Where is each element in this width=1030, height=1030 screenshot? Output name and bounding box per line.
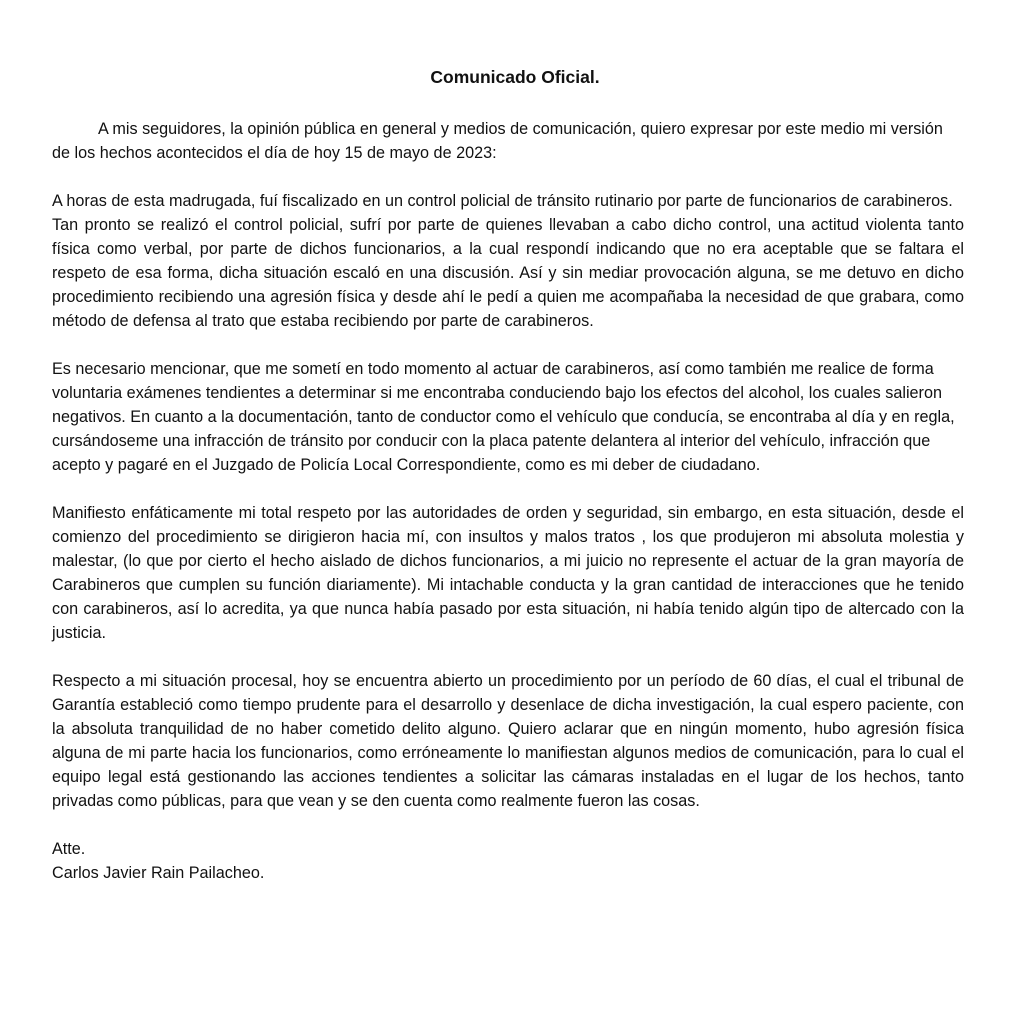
- respect-paragraph: Manifiesto enfáticamente mi total respeto por las autoridades de orden y seguridad, sin embargo, en esta situación, desde el comienzo del procedimiento se dirigieron hacia mí, con insultos y malos tratos , los que produjeron mi absoluta molestia y malestar, (lo que por cierto el hecho aislado de dichos funcionarios, a mi juicio no represente el actuar de la gran mayoría de Carabineros que cumplen su función diariamente). Mi intachable conducta y la gran cantidad de interacciones que he tenido con carabineros, así lo acredita, ya que nunca había pasado por esta situación, ni había tenido algún tipo de altercado con la justicia.: [52, 504, 964, 642]
- document-body: [52, 117, 964, 885]
- closing-block: [52, 837, 964, 885]
- compliance-paragraph: Es necesario mencionar, que me sometí en todo momento al actuar de carabineros, así como también me realice de forma voluntaria exámenes tendientes a determinar si me encontraba conduciendo bajo los efectos del alcohol, los cuales salieron negativos. En cuanto a la documentación, tanto de conductor como el vehículo que conducía, se encontraba al día y en regla, cursándoseme una infracción de tránsito por conducir con la placa patente delantera al interior del vehículo, infracción que acepto y pagaré en el Juzgado de Policía Local Correspondiente, como es mi deber de ciudadano.: [52, 360, 955, 474]
- closing-line: Atte.: [52, 840, 86, 858]
- document-title: Comunicado Oficial.: [430, 67, 600, 87]
- signature-name: Carlos Javier Rain Pailacheo.: [52, 864, 265, 882]
- intro-paragraph: A mis seguidores, la opinión pública en general y medios de comunicación, quiero expresar por este medio mi versión de los hechos acontecidos el día de hoy 15 de mayo de 2023:: [52, 120, 943, 162]
- legal-situation-paragraph: Respecto a mi situación procesal, hoy se encuentra abierto un procedimiento por un período de 60 días, el cual el tribunal de Garantía estableció como tiempo prudente para el desarrollo y desenlace de dicha investigación, la cual espero paciente, con la absoluta tranquilidad de no haber cometido delito alguno. Quiero aclarar que en ningún momento, hubo agresión física alguna de mi parte hacia los funcionarios, como erróneamente lo manifiestan algunos medios de comunicación, para lo cual el equipo legal está gestionando las acciones tendientes a solicitar las cámaras instaladas en el lugar de los hechos, tanto privadas como públicas, para que vean y se den cuenta como realmente fueron las cosas.: [52, 672, 964, 810]
- events-paragraph-opening: A horas de esta madrugada, fuí fiscalizado en un control policial de tránsito rutinario por parte de funcionarios de carabineros.: [52, 192, 953, 210]
- events-paragraph-detail: Tan pronto se realizó el control policial, sufrí por parte de quienes llevaban a cabo dicho control, una actitud violenta tanto física como verbal, por parte de dichos funcionarios, a la cual respondí indicando que no era aceptable que se faltara el respeto de esa forma, dicha situación escaló en una discusión. Así y sin mediar provocación alguna, se me detuvo en dicho procedimiento recibiendo una agresión física y desde ahí le pedí a quien me acompañaba la necesidad de que grabara, como método de defensa al trato que estaba recibiendo por parte de carabineros.: [52, 216, 964, 330]
- events-section: [52, 189, 964, 333]
